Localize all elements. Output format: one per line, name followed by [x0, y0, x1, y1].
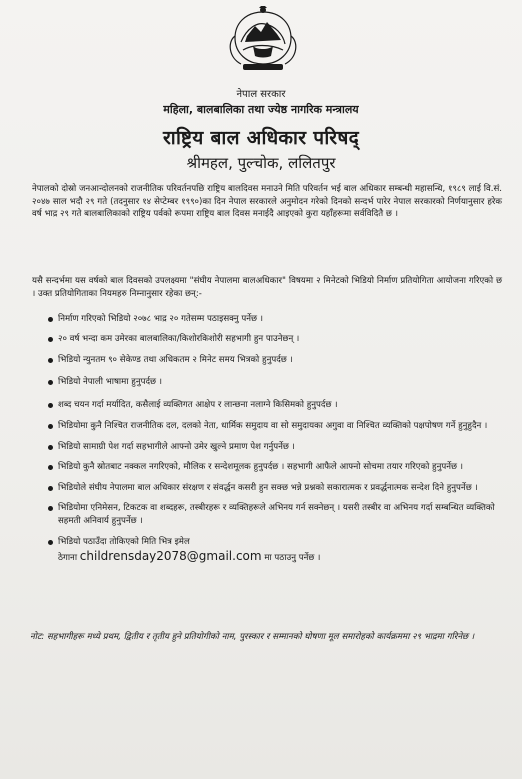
context-paragraph: यसै सन्दर्भमा यस वर्षको बाल दिवसको उपलक्ष्यमा "संघीय नेपालमा बालअधिकार" विषयमा २ मिनेटको भिडियो निर्माण प्रतियोगिता आयोजना गरिएको छ । उक्त प्रतियोगिताका नियमहरु निम्नानुसार रहेका छन्:- — [32, 276, 502, 299]
contact-email: childrensday2078@gmail.com — [79, 549, 262, 564]
rule-text: भिडियो न्युनतम ९० सेकेण्ड तथा अधिकतम २ मिनेट समय भित्रको हुनुपर्दछ । — [58, 355, 293, 366]
list-item — [58, 536, 502, 565]
rule-text: २० वर्ष भन्दा कम उमेरका बालबालिका/किशोरकिशोरी सहभागी हुन पाउनेछन् । — [58, 333, 300, 344]
bullet-icon — [48, 506, 53, 511]
bullet-icon — [48, 380, 53, 385]
list-item — [58, 354, 502, 367]
address-label: ठेगाना — [58, 553, 78, 564]
rule-text: शब्द चयन गर्दा मर्यादित, कसैलाई व्यक्तिगत आक्षेप र लान्छना नलाग्ने किसिमको हुनुपर्दछ । — [58, 400, 338, 411]
bullet-icon — [48, 424, 53, 429]
bullet-icon — [48, 403, 53, 408]
bullet-icon — [48, 445, 53, 450]
address-suffix: मा पठाउनु पर्नेछ । — [264, 553, 321, 564]
list-item — [58, 399, 502, 412]
rule-text: भिडियोले संघीय नेपालमा बाल अधिकार संरक्षण र संवर्द्धन कसरी हुन सक्छ भन्ने प्रश्नको सकारात्मक र प्रवर्द्धनात्मक सन्देश दिने हुनुपर्नेछ । — [58, 482, 478, 493]
intro-paragraph: नेपालको दोस्रो जनआन्दोलनको राजनीतिक परिवर्तनपछि राष्ट्रिय बालदिवस मनाउने मिति परिवर्तन भई बाल अधिकार सम्बन्धी महासन्धि, १९८९ लाई वि.सं. २०४७ साल भदौ २९ गते (तदनुसार १४ सेप्टेम्बर १९९०)का दिन नेपाल सरकारले अनुमोदन गरेको दिनको सन्दर्भ पारेर नेपाल सरकारको निर्णयानुसार हरेक वर्ष भाद्र २९ गते बालबालिकाको राष्ट्रिय पर्वको रूपमा राष्ट्रिय बाल दिवस मनाईदै आइएको कुरा यहाँहरूमा सर्वविदितै छ । — [32, 184, 502, 220]
rule-text: भिडियो सामाग्री पेश गर्दा सहभागीले आफ्नो उमेर खुल्ने प्रमाण पेश गर्नुपर्नेछ । — [58, 441, 295, 452]
bullet-icon — [48, 337, 53, 342]
bullet-icon — [48, 540, 53, 545]
list-item — [58, 461, 502, 474]
ministry-name: महिला, बालबालिका तथा ज्येष्ठ नागरिक मन्त्रालय — [163, 103, 359, 116]
government-name: नेपाल सरकार — [236, 89, 286, 100]
list-item — [58, 482, 502, 495]
list-item — [58, 333, 502, 346]
rule-text: निर्माण गरिएको भिडियो २०७८ भाद्र २० गतेसम्म पठाइसक्नु पर्नेछ । — [58, 314, 264, 324]
nepal-government-emblem-icon — [223, 6, 303, 74]
office-location: श्रीमहल, पुल्चोक, ललितपुर — [186, 154, 336, 172]
rule-text: भिडियो पठाउँदा तोकिएको मिति भित्र इमेल — [58, 536, 190, 547]
list-item — [58, 376, 502, 389]
council-title: राष्ट्रिय बाल अधिकार परिषद् — [163, 127, 359, 149]
list-item — [58, 313, 502, 326]
rule-text: भिडियोमा कुनै निश्चित राजनीतिक दल, दलको नेता, धार्मिक समुदाय वा सो समुदायका अगुवा वा निश्चित व्यक्तिको पक्षपोषण गर्ने हुनुहुदैन । — [58, 420, 488, 431]
rules-list — [58, 313, 502, 565]
rule-text: भिडियोमा एनिमेसन, टिकटक वा शब्दहरू, तस्बीरहरू र व्यक्तिहरूले अभिनय गर्न सक्नेछन् । यसरी तस्बीर वा अभिनय गर्दा सम्बन्धित व्यक्तिको सहमती अनिवार्य हुनुपर्नेछ । — [58, 503, 495, 526]
list-item — [58, 502, 502, 527]
rule-text: भिडियो नेपाली भाषामा हुनुपर्दछ । — [58, 376, 163, 387]
rule-email-line — [58, 550, 502, 565]
bullet-icon — [48, 465, 53, 470]
list-item — [58, 441, 502, 454]
list-item — [58, 420, 502, 433]
bullet-icon — [48, 317, 53, 322]
footer-note: नोट: सहभागीहरू मध्ये प्रथम, द्वितीय र तृतीय हुने प्रतियोगीको नाम, पुरस्कार र सम्मानको घोषणा मूल समारोहको कार्यक्रममा २९ भाद्रमा गरिनेछ । — [30, 632, 475, 642]
bullet-icon — [48, 486, 53, 491]
rule-text: भिडियो कुनै स्रोतबाट नक्कल नगरिएको, मौलिक र सन्देशमूलक हुनुपर्दछ । सहभागी आफैले आफ्नो सोचमा तयार गरिएको हुनुपर्नेछ । — [58, 462, 464, 473]
bullet-icon — [48, 358, 53, 363]
